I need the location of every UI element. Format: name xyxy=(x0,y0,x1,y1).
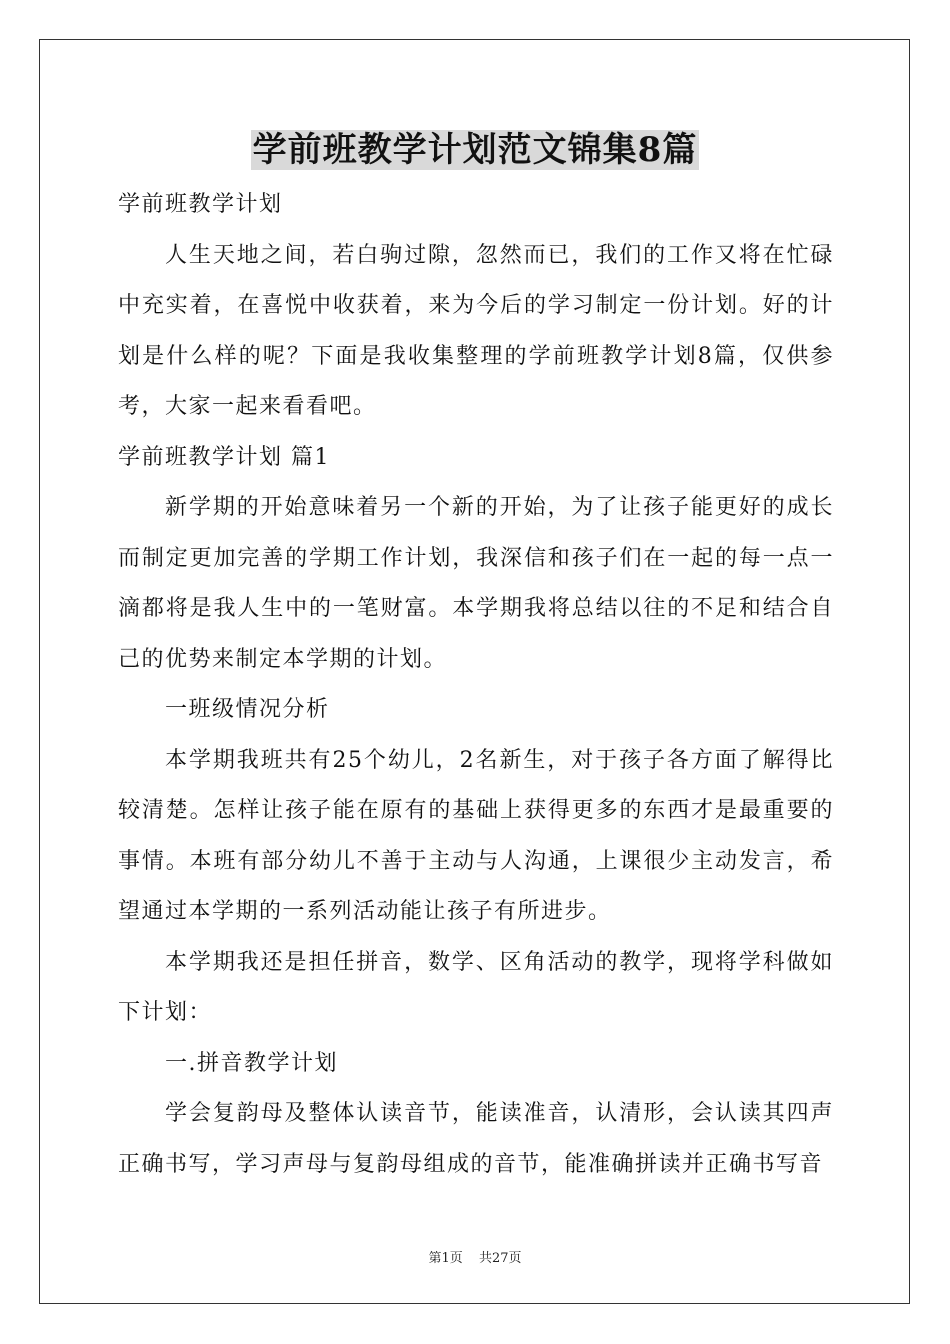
paragraph: 本学期我还是担任拼音，数学、区角活动的教学，现将学科做如下计划： xyxy=(118,949,834,1025)
paragraph: 人生天地之间，若白驹过隙，忽然而已，我们的工作又将在忙碌中充实着，在喜悦中收获着，来为今后的学习制定一份计划。好的计划是什么样的呢？下面是我收集整理的学前班教学计划8篇，仅供参考，大家一起来看看吧。 xyxy=(118,242,834,419)
page-number: 第1页 xyxy=(428,1251,463,1266)
page-footer xyxy=(0,1247,950,1266)
paragraph: 本学期我班共有25个幼儿，2名新生，对于孩子各方面了解得比较清楚。怎样让孩子能在原有的基础上获得更多的东西才是最重要的事情。本班有部分幼儿不善于主动与人沟通，上课很少主动发言，希望通过本学期的一系列活动能让孩子有所进步。 xyxy=(118,747,834,924)
document-body xyxy=(118,180,834,1190)
paragraph: 学会复韵母及整体认读音节，能读准音，认清形，会认读其四声正确书写，学习声母与复韵母组成的音节，能准确拼读并正确书写音 xyxy=(118,1101,834,1177)
document-title-wrap xyxy=(0,128,950,172)
document-title: 学前班教学计划范文锦集8篇 xyxy=(252,130,698,170)
subsection-heading: 一.拼音教学计划 xyxy=(165,1050,338,1076)
subsection-heading: 一班级情况分析 xyxy=(165,697,330,722)
page-total: 共27页 xyxy=(478,1251,522,1266)
section-heading: 学前班教学计划 xyxy=(118,192,283,217)
section-heading: 学前班教学计划 篇1 xyxy=(118,444,330,470)
paragraph: 新学期的开始意味着另一个新的开始，为了让孩子能更好的成长而制定更加完善的学期工作计划，我深信和孩子们在一起的每一点一滴都将是我人生中的一笔财富。本学期我将总结以往的不足和结合自己的优势来制定本学期的计划。 xyxy=(118,495,834,672)
